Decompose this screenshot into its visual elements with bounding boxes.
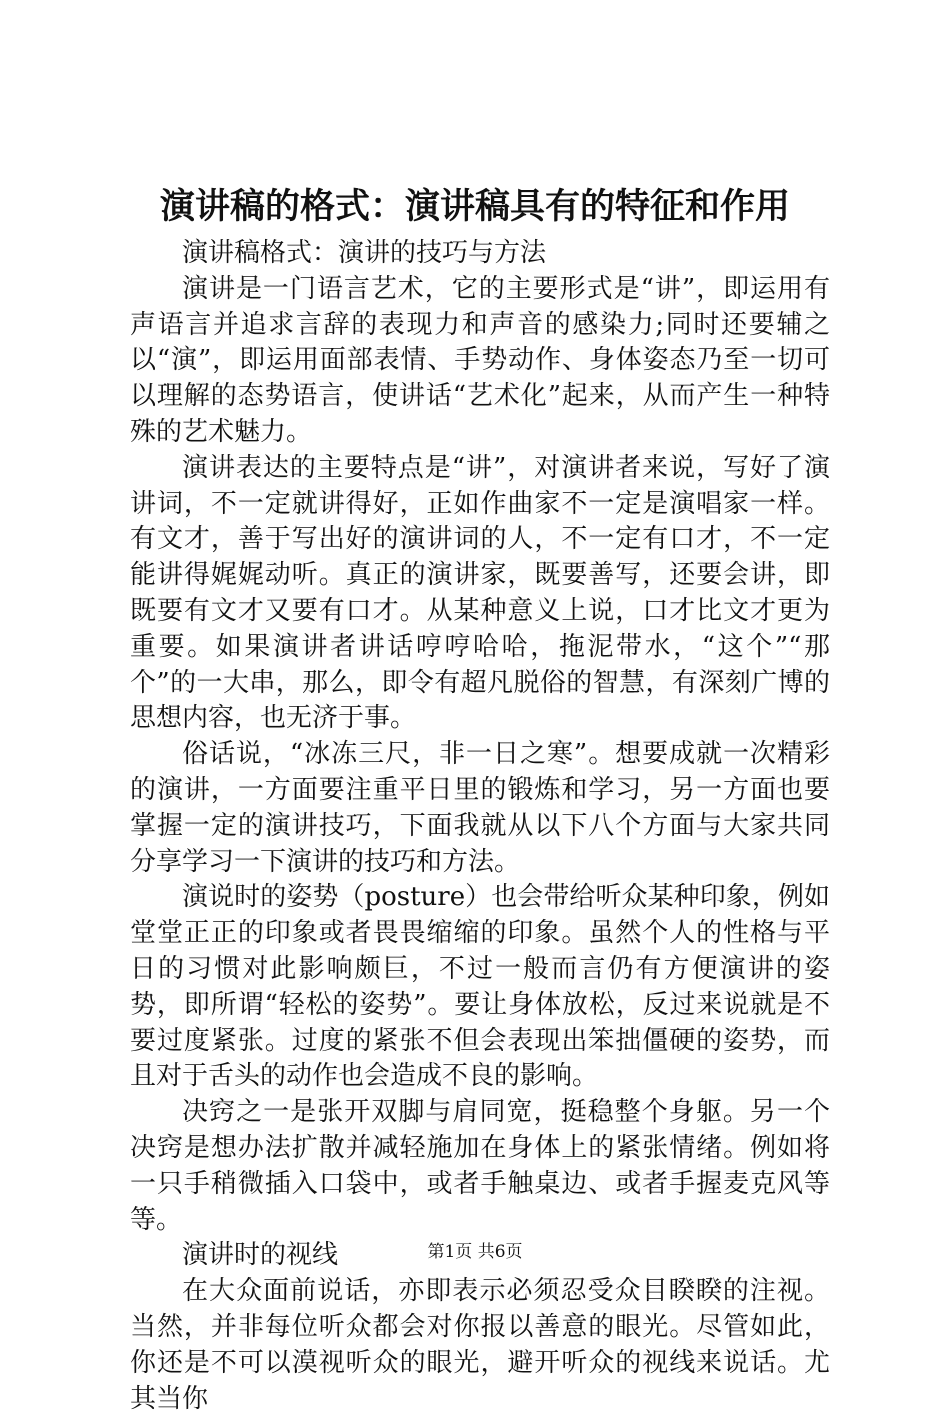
section-heading: 演讲时的视线 xyxy=(182,1240,339,1271)
paragraph: 演讲表达的主要特点是“讲”，对演讲者来说，写好了演讲词，不一定就讲得好，正如作曲家不一定是演唱家一样。有文才，善于写出好的演讲词的人，不一定有口才，不一定能讲得娓娓动听。真正的演讲家，既要善写，还要会讲，即既要有文才又要有口才。从某种意义上说，口才比文才更为重要。如果演讲者讲话哼哼哈哈，拖泥带水，“这个”“那个”的一大串，那么，即令有超凡脱俗的智慧，有深刻广博的思想内容，也无济于事。 xyxy=(130,452,830,734)
paragraph: 在大众面前说话，亦即表示必须忍受众目睽睽的注视。当然，并非每位听众都会对你报以善意的眼光。尽管如此，你还是不可以漠视听众的眼光，避开听众的视线来说话。尤其当你 xyxy=(130,1276,830,1414)
paragraph: 决窍之一是张开双脚与肩同宽，挺稳整个身躯。另一个决窍是想办法扩散并减轻施加在身体上的紧张情绪。例如将一只手稍微插入口袋中，或者手触桌边、或者手握麦克风等等。 xyxy=(130,1097,830,1235)
document-title: 演讲稿的格式：演讲稿具有的特征和作用 xyxy=(159,186,790,227)
paragraph: 演说时的姿势（posture）也会带给听众某种印象，例如堂堂正正的印象或者畏畏缩缩的印象。虽然个人的性格与平日的习惯对此影响颇巨，不过一般而言仍有方便演讲的姿势，即所谓“轻松的姿势”。要让身体放松，反过来说就是不要过度紧张。过度的紧张不但会表现出笨拙僵硬的姿势，而且对于舌头的动作也会造成不良的影响。 xyxy=(130,882,830,1092)
paragraph: 俗话说，“冰冻三尺，非一日之寒”。想要成就一次精彩的演讲，一方面要注重平日里的锻炼和学习，另一方面也要掌握一定的演讲技巧，下面我就从以下八个方面与大家共同分享学习一下演讲的技巧和方法。 xyxy=(130,739,830,877)
paragraph-subtitle: 演讲稿格式：演讲的技巧与方法 xyxy=(182,238,547,268)
page-footer: 第1页 共6页 xyxy=(427,1242,523,1262)
paragraph: 演讲是一门语言艺术，它的主要形式是“讲”，即运用有声语言并追求言辞的表现力和声音的感染力;同时还要辅之以“演”，即运用面部表情、手势动作、身体姿态乃至一切可以理解的态势语言，使讲话“艺术化”起来，从而产生一种特殊的艺术魅力。 xyxy=(130,273,830,447)
